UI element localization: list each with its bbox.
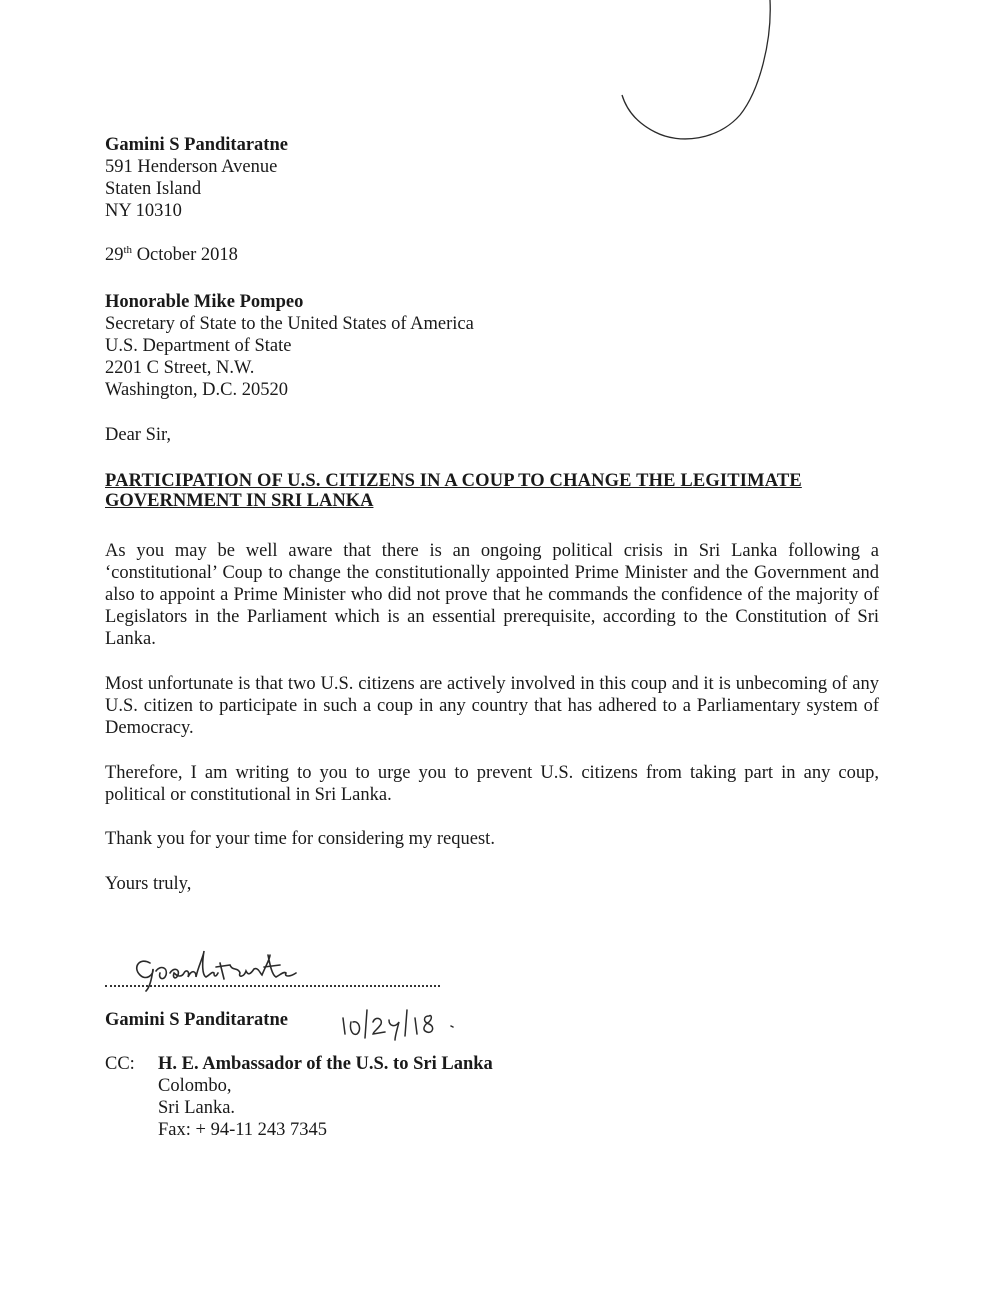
sender-name: Gamini S Panditaratne	[105, 135, 288, 155]
recipient-name: Honorable Mike Pompeo	[105, 292, 304, 312]
subject-heading	[105, 471, 879, 511]
sender-address-line2: Staten Island	[105, 179, 202, 199]
subject-line1: PARTICIPATION OF U.S. CITIZENS IN A COUP TO CHANGE THE LEGITIMATE	[105, 471, 802, 491]
cc-label: CC:	[105, 1054, 135, 1074]
body-paragraph-1: As you may be well aware that there is an ongoing political crisis in Sri Lanka following a ‘constitutional’ Coup to change the constitutionally appointed Prime Minister and the Government and also to appoint a Prime Minister who did not prove that he commands the confidence of the majority of Legislators in the Parliament which is an essential prerequisite, according to the Constitution of Sri Lanka.	[105, 541, 879, 649]
handwritten-date	[335, 1002, 485, 1042]
recipient-line1: Secretary of State to the United States of America	[105, 314, 474, 334]
cc-line1: Colombo,	[158, 1076, 232, 1096]
pen-stroke-mark	[600, 0, 800, 150]
signature-printed-name: Gamini S Panditaratne	[105, 1010, 288, 1030]
cc-line3: Fax: + 94-11 243 7345	[158, 1120, 328, 1140]
date-day: 29	[105, 245, 124, 265]
body-paragraph-3: Therefore, I am writing to you to urge you to prevent U.S. citizens from taking part in any coup, political or constitutional in Sri Lanka.	[105, 763, 879, 805]
recipient-line2: U.S. Department of State	[105, 336, 292, 356]
sender-address-line1: 591 Henderson Avenue	[105, 157, 278, 177]
subject-line2: GOVERNMENT IN SRI LANKA	[105, 491, 374, 511]
recipient-line4: Washington, D.C. 20520	[105, 380, 288, 400]
signature-dotted-line	[105, 985, 440, 987]
letter-date	[105, 244, 238, 266]
cc-line2: Sri Lanka.	[158, 1098, 236, 1118]
cc-recipient-name: H. E. Ambassador of the U.S. to Sri Lanka	[158, 1054, 493, 1074]
body-paragraph-2: Most unfortunate is that two U.S. citizens are actively involved in this coup and it is unbecoming of any U.S. citizen to participate in such a coup in any country that has adhered to a Parliamentary system of Democracy.	[105, 674, 879, 738]
date-suffix: th	[123, 243, 133, 256]
salutation: Dear Sir,	[105, 425, 172, 445]
closing: Yours truly,	[105, 874, 192, 894]
sender-address-line3: NY 10310	[105, 201, 182, 221]
date-rest: October 2018	[132, 245, 238, 265]
handwritten-signature	[120, 945, 370, 995]
recipient-line3: 2201 C Street, N.W.	[105, 358, 255, 378]
body-paragraph-4: Thank you for your time for considering my request.	[105, 829, 495, 849]
